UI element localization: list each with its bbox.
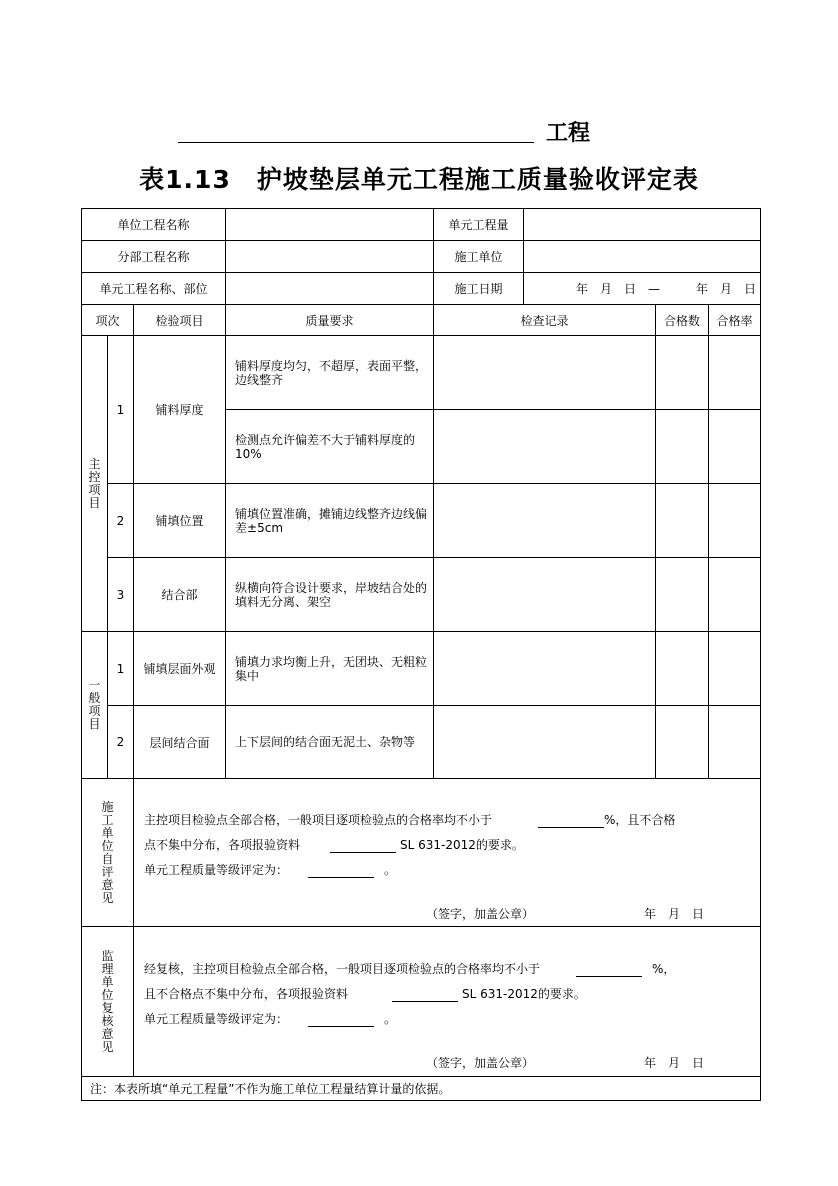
contractor-label: 施工单位	[434, 241, 524, 273]
signature-seal-label: （签字，加盖公章）	[426, 1056, 535, 1070]
opinion-text: 主控项目检验点全部合格，一般项目逐项检验点的合格率均不小于	[144, 813, 493, 827]
opinion-text: %，且不合格	[604, 813, 676, 827]
documents-blank[interactable]	[392, 989, 458, 1002]
division-name-value[interactable]	[226, 241, 434, 273]
pass-count-cell[interactable]	[656, 632, 709, 706]
table-row	[82, 558, 761, 632]
pass-count-cell[interactable]	[656, 706, 709, 779]
pass-rate-cell[interactable]	[709, 706, 761, 779]
unit-quantity-label: 单元工程量	[434, 209, 524, 241]
pass-rate-cell[interactable]	[709, 558, 761, 632]
contractor-opinion-label: 施 工 单 位 自 评 意 见	[82, 779, 134, 927]
info-row-3	[82, 273, 761, 305]
pass-rate-cell[interactable]	[709, 484, 761, 558]
contractor-value[interactable]	[524, 241, 761, 273]
supervisor-opinion-row	[82, 927, 761, 1077]
record-cell[interactable]	[434, 632, 656, 706]
opinion-text: 。	[384, 1012, 397, 1026]
inspection-item: 层间结合面	[134, 706, 226, 779]
grade-blank[interactable]	[308, 1014, 374, 1027]
documents-blank[interactable]	[330, 840, 396, 853]
construction-date-value[interactable]: 年 月 日 — 年 月 日	[524, 273, 761, 305]
record-cell[interactable]	[434, 484, 656, 558]
table-row	[82, 706, 761, 779]
acceptance-form-table	[81, 208, 761, 1101]
opinion-text: 点不集中分布，各项报验资料	[144, 838, 301, 852]
quality-requirement: 铺填位置准确，摊铺边线整齐边线偏差±5cm	[226, 484, 434, 558]
opinion-line-1	[144, 811, 675, 828]
note-row	[82, 1077, 761, 1101]
unit-project-name-value[interactable]	[226, 209, 434, 241]
item-no: 1	[108, 632, 134, 706]
info-row-1	[82, 209, 761, 241]
table-row	[82, 484, 761, 558]
pass-rate-blank[interactable]	[576, 964, 642, 977]
element-name-value[interactable]	[226, 273, 434, 305]
project-suffix: 工程	[546, 121, 591, 146]
opinion-line-3	[144, 1010, 396, 1027]
quality-requirement: 铺填力求均衡上升，无团块、无粗粒集中	[226, 632, 434, 706]
inspection-item: 铺料厚度	[134, 336, 226, 484]
col-quality-req: 质量要求	[226, 305, 434, 336]
construction-date-label: 施工日期	[434, 273, 524, 305]
pass-count-cell[interactable]	[656, 484, 709, 558]
opinion-text: 且不合格点不集中分布，各项报验资料	[144, 987, 349, 1001]
pass-rate-cell[interactable]	[709, 632, 761, 706]
column-header-row	[82, 305, 761, 336]
opinion-text: 单元工程质量等级评定为：	[144, 1012, 289, 1026]
item-no: 2	[108, 706, 134, 779]
pass-count-cell[interactable]	[656, 558, 709, 632]
quality-requirement: 检测点允许偏差不大于铺料厚度的10%	[226, 410, 434, 484]
grade-blank[interactable]	[308, 865, 374, 878]
opinion-line-2	[144, 985, 586, 1002]
inspection-item: 铺填层面外观	[134, 632, 226, 706]
supervisor-opinion-content	[134, 927, 761, 1077]
quality-requirement: 纵横向符合设计要求，岸坡结合处的填料无分离、架空	[226, 558, 434, 632]
record-cell[interactable]	[434, 410, 656, 484]
item-no: 1	[108, 336, 134, 484]
quality-requirement: 上下层间的结合面无泥土、杂物等	[226, 706, 434, 779]
opinion-text: SL 631-2012的要求。	[462, 987, 586, 1001]
opinion-line-2	[144, 836, 524, 853]
pass-count-cell[interactable]	[656, 336, 709, 410]
signature-seal-label: （签字，加盖公章）	[426, 907, 535, 921]
pass-rate-blank[interactable]	[538, 815, 604, 828]
unit-quantity-value[interactable]	[524, 209, 761, 241]
pass-rate-cell[interactable]	[709, 336, 761, 410]
item-no: 2	[108, 484, 134, 558]
unit-project-name-label: 单位工程名称	[82, 209, 226, 241]
table-row	[82, 632, 761, 706]
inspection-item: 铺填位置	[134, 484, 226, 558]
footnote: 注：本表所填“单元工程量”不作为施工单位工程量结算计量的依据。	[82, 1077, 761, 1101]
project-name-blank	[178, 118, 534, 143]
supervisor-opinion-label: 监 理 单 位 复 核 意 见	[82, 927, 134, 1077]
record-cell[interactable]	[434, 706, 656, 779]
main-control-label: 主 控 项 目	[82, 336, 108, 632]
division-name-label: 分部工程名称	[82, 241, 226, 273]
col-pass-rate: 合格率	[709, 305, 761, 336]
general-items-label: 一 般 项 目	[82, 632, 108, 779]
info-row-2	[82, 241, 761, 273]
opinion-text: 经复核，主控项目检验点全部合格，一般项目逐项检验点的合格率均不小于	[144, 962, 541, 976]
col-record: 检查记录	[434, 305, 656, 336]
form-title: 表1.13 护坡垫层单元工程施工质量验收评定表	[139, 165, 699, 194]
col-inspection-item: 检验项目	[134, 305, 226, 336]
opinion-line-3	[144, 861, 396, 878]
signature-date: 年 月 日	[644, 1056, 705, 1070]
opinion-text: %，	[652, 962, 676, 976]
table-row	[82, 336, 761, 410]
signature-date: 年 月 日	[644, 907, 705, 921]
col-item-no: 项次	[82, 305, 134, 336]
opinion-text: 单元工程质量等级评定为：	[144, 863, 289, 877]
quality-requirement: 铺料厚度均匀，不超厚，表面平整，边线整齐	[226, 336, 434, 410]
record-cell[interactable]	[434, 558, 656, 632]
inspection-item: 结合部	[134, 558, 226, 632]
contractor-opinion-row	[82, 779, 761, 927]
opinion-text: SL 631-2012的要求。	[400, 838, 524, 852]
contractor-opinion-content	[134, 779, 761, 927]
pass-rate-cell[interactable]	[709, 410, 761, 484]
opinion-line-1	[144, 960, 675, 977]
col-pass-count: 合格数	[656, 305, 709, 336]
item-no: 3	[108, 558, 134, 632]
record-cell[interactable]	[434, 336, 656, 410]
element-name-label: 单元工程名称、部位	[82, 273, 226, 305]
pass-count-cell[interactable]	[656, 410, 709, 484]
opinion-text: 。	[384, 863, 397, 877]
